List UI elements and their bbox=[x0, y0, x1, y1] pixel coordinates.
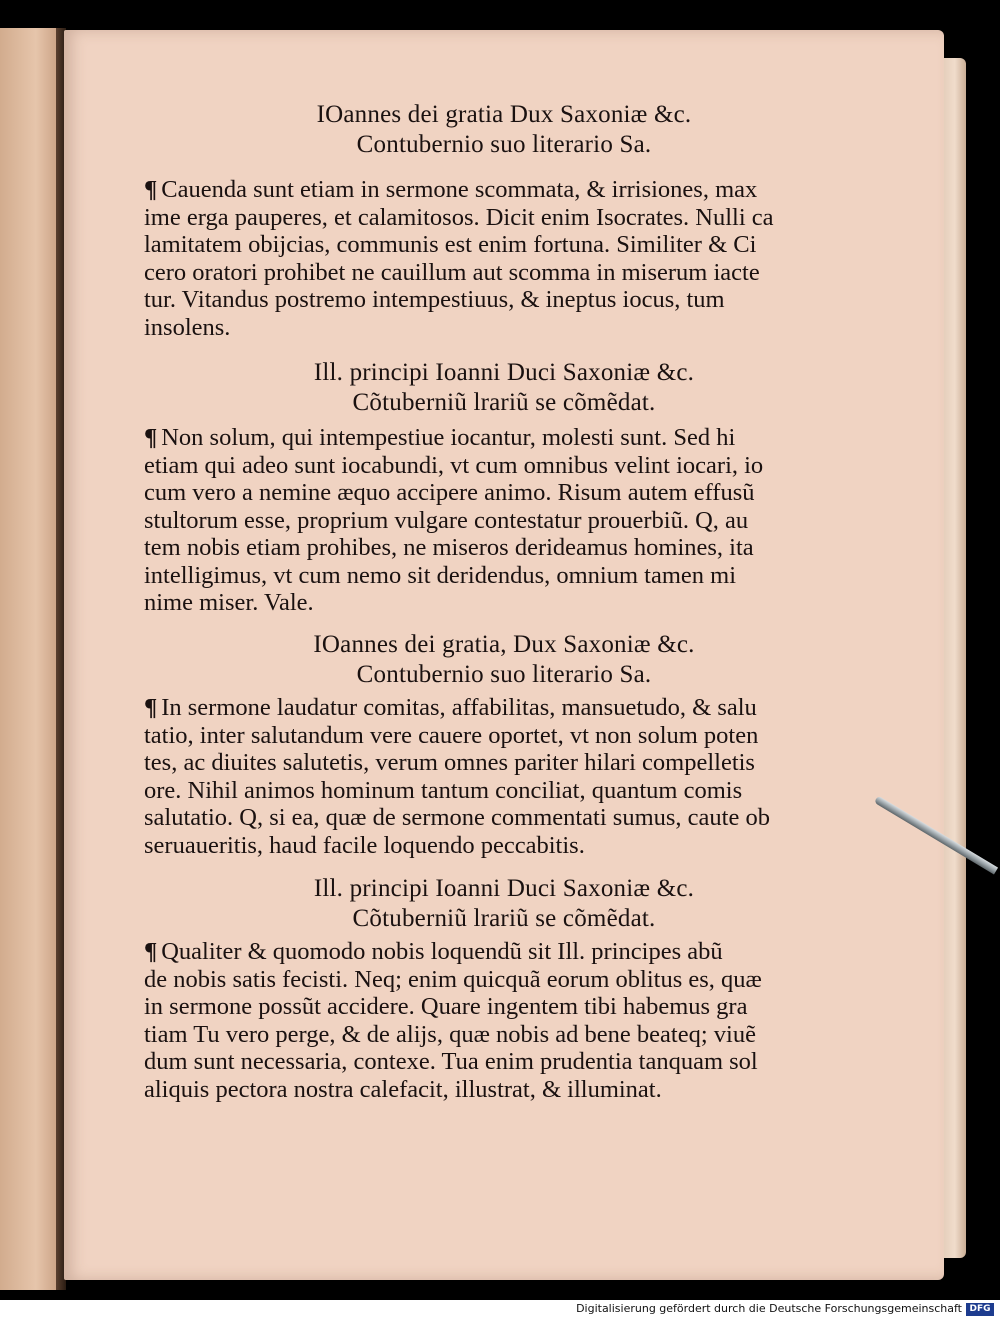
pilcrow-mark: ¶ bbox=[144, 694, 158, 721]
heading-line: Ill. principi Ioanni Duci Saxoniæ &c. bbox=[313, 359, 695, 386]
text-line: cum vero a nemine æquo accipere animo. Risum autem effusũ bbox=[144, 479, 755, 506]
text-line: lamitatem obijcias, communis est enim fortuna. Similiter & Ci bbox=[144, 231, 757, 258]
text-line: tatio, inter salutandum vere cauere oportet, vt non solum poten bbox=[144, 721, 759, 749]
letter-heading-2 bbox=[64, 358, 944, 418]
text-line: tiam Tu vero perge, & de alijs, quæ nobis ad bene beateq; viuẽ bbox=[144, 1020, 756, 1048]
text-line: insolens. bbox=[144, 313, 231, 341]
text-line: intelligimus, vt cum nemo sit deridendus, omnium tamen mi bbox=[144, 561, 737, 589]
text-line: ¶ Cauenda sunt etiam in sermone scommata, & irrisiones, max bbox=[144, 176, 758, 203]
letter-paragraph-1 bbox=[144, 176, 824, 341]
left-page-edge bbox=[0, 28, 60, 1290]
pilcrow-mark: ¶ bbox=[144, 424, 158, 451]
dfg-logo: DFG bbox=[966, 1303, 994, 1316]
text-line: tur. Vitandus postremo intempestiuus, & ineptus iocus, tum bbox=[144, 286, 725, 313]
letter-paragraph-4 bbox=[144, 938, 824, 1103]
letter-heading-3 bbox=[64, 630, 944, 690]
heading-line: Cõtuberniũ lrariũ se cõmẽdat. bbox=[352, 905, 656, 932]
text-line: aliquis pectora nostra calefacit, illustrat, & illuminat. bbox=[144, 1075, 662, 1103]
text-line: stultorum esse, proprium vulgare contestatur prouerbiũ. Q, au bbox=[144, 506, 749, 534]
text-line: seruaueritis, haud facile loquendo peccabitis. bbox=[144, 831, 585, 859]
heading-line: Cõtuberniũ lrariũ se cõmẽdat. bbox=[352, 389, 656, 416]
text-line: ¶ Qualiter & quomodo nobis loquendũ sit Ill. principes abũ bbox=[144, 938, 723, 965]
book-page bbox=[64, 30, 944, 1280]
funding-notice: Digitalisierung gefördert durch die Deutsche Forschungsgemeinschaft bbox=[576, 1302, 962, 1315]
text-line: ore. Nihil animos hominum tantum conciliat, quantum comis bbox=[144, 776, 743, 804]
heading-line: Contubernio suo literario Sa. bbox=[356, 661, 652, 688]
text-line: nime miser. Vale. bbox=[144, 589, 314, 616]
text-line: de nobis satis fecisti. Neq; enim quicquã eorum oblitus es, quæ bbox=[144, 965, 762, 993]
text-line: tes, ac diuites salutetis, verum omnes pariter hilari compelletis bbox=[144, 749, 755, 776]
letter-paragraph-2 bbox=[144, 424, 824, 617]
letter-paragraph-3 bbox=[144, 694, 824, 859]
heading-line: IOannes dei gratia Dux Saxoniæ &c. bbox=[316, 101, 692, 128]
heading-line: IOannes dei gratia, Dux Saxoniæ &c. bbox=[313, 631, 695, 658]
text-line: dum sunt necessaria, contexe. Tua enim prudentia tanquam sol bbox=[144, 1048, 758, 1075]
pilcrow-mark: ¶ bbox=[144, 938, 158, 965]
text-line: ¶ In sermone laudatur comitas, affabilitas, mansuetudo, & salu bbox=[144, 694, 757, 721]
letter-heading-1 bbox=[64, 100, 944, 160]
pilcrow-mark: ¶ bbox=[144, 176, 158, 203]
text-line: tem nobis etiam prohibes, ne miseros derideamus homines, ita bbox=[144, 534, 754, 561]
heading-line: Ill. principi Ioanni Duci Saxoniæ &c. bbox=[313, 875, 695, 902]
text-line: ime erga pauperes, et calamitosos. Dicit enim Isocrates. Nulli ca bbox=[144, 203, 774, 231]
letter-heading-4 bbox=[64, 874, 944, 934]
text-line: ¶ Non solum, qui intempestiue iocantur, molesti sunt. Sed hi bbox=[144, 424, 736, 451]
text-line: etiam qui adeo sunt iocabundi, vt cum omnibus velint iocari, io bbox=[144, 451, 764, 479]
text-line: cero oratori prohibet ne cauillum aut scomma in miserum iacte bbox=[144, 258, 760, 286]
heading-line: Contubernio suo literario Sa. bbox=[356, 131, 652, 158]
text-line: salutatio. Q, si ea, quæ de sermone commentati sumus, caute ob bbox=[144, 804, 770, 831]
text-line: in sermone possũt accidere. Quare ingentem tibi habemus gra bbox=[144, 993, 748, 1020]
